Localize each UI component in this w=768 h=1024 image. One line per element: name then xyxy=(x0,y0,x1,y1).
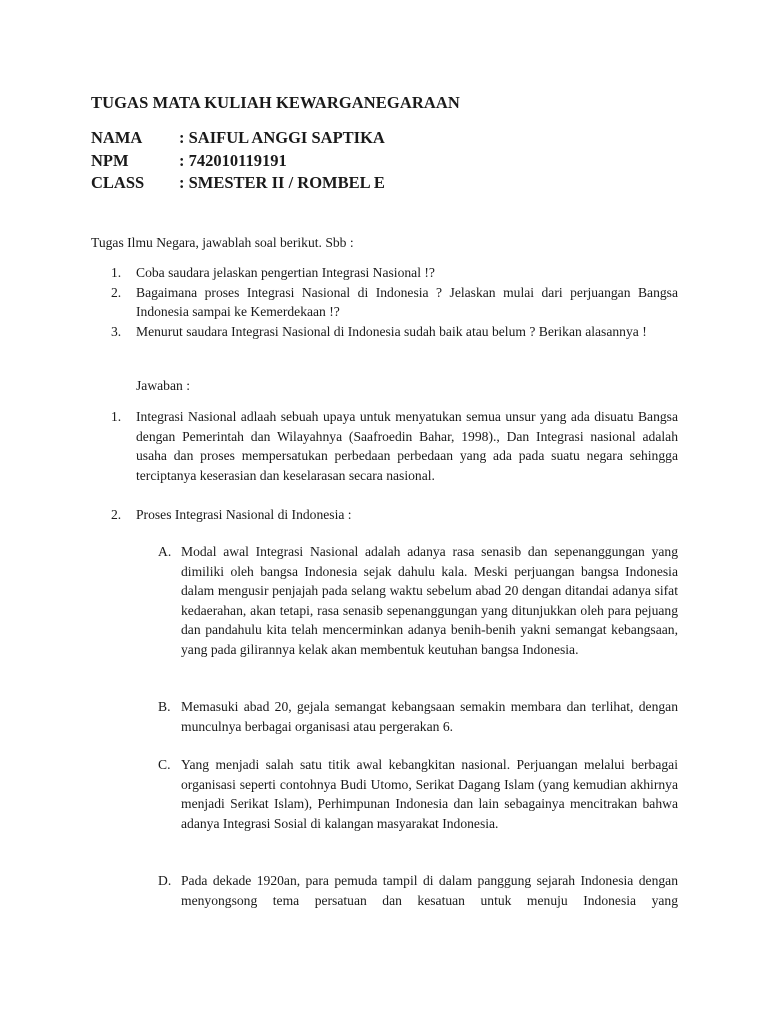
question-text: Bagaimana proses Integrasi Nasional di Indonesia ? Jelaskan mulai dari perjuangan Bangsa Indonesia sampai ke Kemerdekaan !? xyxy=(136,284,678,319)
question-text: Coba saudara jelaskan pengertian Integrasi Nasional !? xyxy=(136,265,435,280)
sub-item-b xyxy=(158,697,678,736)
info-value: : 742010119191 xyxy=(179,150,287,170)
answer-text: Proses Integrasi Nasional di Indonesia : xyxy=(136,507,352,522)
question-item xyxy=(111,283,678,322)
intro-text: Tugas Ilmu Negara, jawablah soal berikut. Sbb : xyxy=(91,235,354,250)
question-item xyxy=(111,322,678,342)
info-key: CLASS xyxy=(91,173,145,192)
answer-item-2 xyxy=(111,505,411,525)
info-value: : SMESTER II / ROMBEL E xyxy=(179,173,385,192)
sub-letter: D. xyxy=(158,873,172,888)
sub-letter: C. xyxy=(158,757,171,772)
sub-text: Pada dekade 1920an, para pemuda tampil di dalam panggung sejarah Indonesia dengan menyongsong tema persatuan dan kesatuan untuk menuju Indonesia yang xyxy=(181,873,678,908)
question-text: Menurut saudara Integrasi Nasional di Indonesia sudah baik atau belum ? Berikan alasannya ! xyxy=(136,323,647,339)
question-list xyxy=(111,263,678,341)
question-item xyxy=(111,263,678,283)
sub-letter: B. xyxy=(158,699,171,714)
answer-text: Integrasi Nasional adlaah sebuah upaya untuk menyatukan semua unsur yang ada disuatu Bangsa dengan Pemerintah dan Wilayahnya (Saafroedin Bahar, 1998)., Dan Integrasi nasional adalah usaha dan proses mempersatukan perbedaan perbedaan yang ada pada suatu negara sehingga terciptanya keserasian dan keselarasan secara nasional. xyxy=(136,409,678,483)
info-key: NAMA xyxy=(91,128,143,147)
answer-item-1 xyxy=(111,407,678,485)
sub-text: Modal awal Integrasi Nasional adalah adanya rasa senasib dan sepenanggungan yang dimiliki oleh bangsa Indonesia sejak dahulu kala. Meski perjuangan bangsa Indonesia dalam mengusir penjajah pada selang waktu sebelum abad 20 dengan ditandai adanya sifat kedaerahan, akan tetapi, rasa senasib sepenanggungan yang ditunjukkan oleh para pejuang dan pandahulu kita telah mencerminkan adanya benih-benih yakni semangat kebangsaan, yang pada gilirannya kelak akan membentuk keutuhan bangsa Indonesia. xyxy=(181,544,678,657)
sub-item-a xyxy=(158,542,678,659)
info-row-nama xyxy=(91,128,385,151)
sub-item-c xyxy=(158,755,678,833)
student-info xyxy=(91,128,385,196)
info-row-class xyxy=(91,173,385,196)
info-key: NPM xyxy=(91,150,129,170)
question-number: 1. xyxy=(111,265,122,280)
answer-item xyxy=(111,407,678,485)
document-title: TUGAS MATA KULIAH KEWARGANEGARAAN xyxy=(91,93,460,112)
answer-label: Jawaban : xyxy=(136,378,190,393)
info-value: : SAIFUL ANGGI SAPTIKA xyxy=(179,128,385,147)
answer-number: 2. xyxy=(111,507,122,522)
answer-number: 1. xyxy=(111,409,122,424)
sub-text: Memasuki abad 20, gejala semangat kebangsaan semakin membara dan terlihat, dengan munculnya berbagai organisasi atau pergerakan 6. xyxy=(181,699,678,734)
sub-item-d xyxy=(158,871,678,910)
info-row-npm xyxy=(91,151,385,174)
answer-item xyxy=(111,505,411,525)
sub-text: Yang menjadi salah satu titik awal kebangkitan nasional. Perjuangan melalui berbagai organisasi seperti contohnya Budi Utomo, Serikat Dagang Islam (yang kemudian akhirnya menjadi Serikat Islam), Perhimpunan Indonesia dan lain sebagainya mencitrakan bahwa adanya Integrasi Sosial di kalangan masyarakat Indonesia. xyxy=(181,757,678,831)
question-number: 3. xyxy=(111,323,122,339)
sub-letter: A. xyxy=(158,544,172,559)
question-number: 2. xyxy=(111,284,122,300)
